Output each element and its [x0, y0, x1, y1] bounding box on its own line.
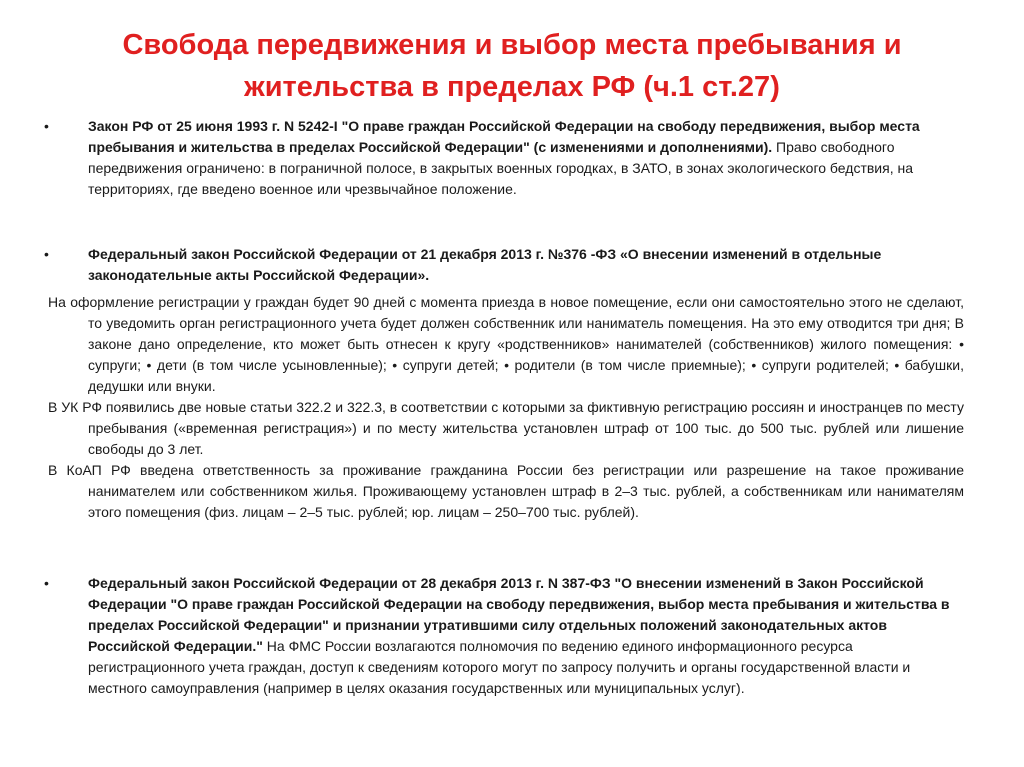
law-title: Закон РФ от 25 июня 1993 г. N 5242-I "О праве граждан Российской Федерации на свободу передвижения, выбор места пребывания и жительства в пределах Российской Федерации" (с изменениями и дополнениями). — [88, 118, 920, 155]
paragraph-administrative-code: В КоАП РФ введена ответственность за проживание гражданина России без регистрации или разрешение на такое проживание нанимателем или собственником жилья. Проживающему установлен штраф в 2–3 тыс. рублей, а собственникам или нанимателям этого помещения (физ. лицам – 2–5 тыс. рублей; юр. лицам – 250–700 тыс. рублей). — [48, 462, 964, 520]
slide-content — [0, 116, 1024, 699]
paragraph-criminal-code: В УК РФ появились две новые статьи 322.2 и 322.3, в соответствии с которыми за фиктивную регистрацию россиян и иностранцев по месту пребывания («временная регистрация») и по месту жительства установлен штраф от 100 тыс. до 500 тыс. рублей или лишение свободы до 3 лет. — [48, 399, 964, 457]
law-title: Федеральный закон Российской Федерации от 28 декабря 2013 г. N 387-ФЗ "О внесении изменений в Закон Российской Федерации "О праве граждан Российской Федерации на свободу передвижения, выбор места пребывания и жительства в пределах Российской Федерации" и признании утратившими силу отдельных положений законодательных актов Российской Федерации." — [88, 575, 950, 654]
law-description: Право свободного передвижения ограничено: в пограничной полосе, в закрытых военных городках, в ЗАТО, в зонах экологического бедствия, на территориях, где введено военное или чрезвычайное положение. — [88, 139, 913, 197]
bullet-item — [0, 244, 1024, 286]
law-title: Федеральный закон Российской Федерации от 21 декабря 2013 г. №376 -ФЗ «О внесении изменений в отдельные законодательные акты Российской Федерации». — [88, 246, 882, 283]
bullet-icon: • — [44, 246, 49, 262]
law-description: На ФМС России возлагаются полномочия по ведению единого информационного ресурса регистрационного учета граждан, доступ к сведениям которого могут по запросу получить и органы государственной власти и местного самоуправления (например в целях оказания государственных или муниципальных услуг). — [88, 638, 911, 696]
bullet-icon: • — [44, 575, 49, 591]
paragraph-registration: На оформление регистрации у граждан будет 90 дней с момента приезда в новое помещение, если они самостоятельно этого не сделают, то уведомить орган регистрационного учета будет должен собственник или наниматель помещения. На это ему отводится три дня; В законе дано определение, кто может быть отнесен к кругу «родственников» нанимателей (собственников) жилого помещения: • супруги; • дети (в том числе усыновленные); • супруги детей; • родители (в том числе приемные); • супруги родителей; • бабушки, дедушки или внуки. — [48, 294, 964, 394]
bullet-icon: • — [44, 118, 49, 134]
slide-title: Свобода передвижения и выбор места пребывания и жительства в пределах РФ (ч.1 ст.27) — [122, 29, 902, 103]
bullet-item — [0, 116, 1024, 200]
bullet-item — [0, 573, 1024, 699]
